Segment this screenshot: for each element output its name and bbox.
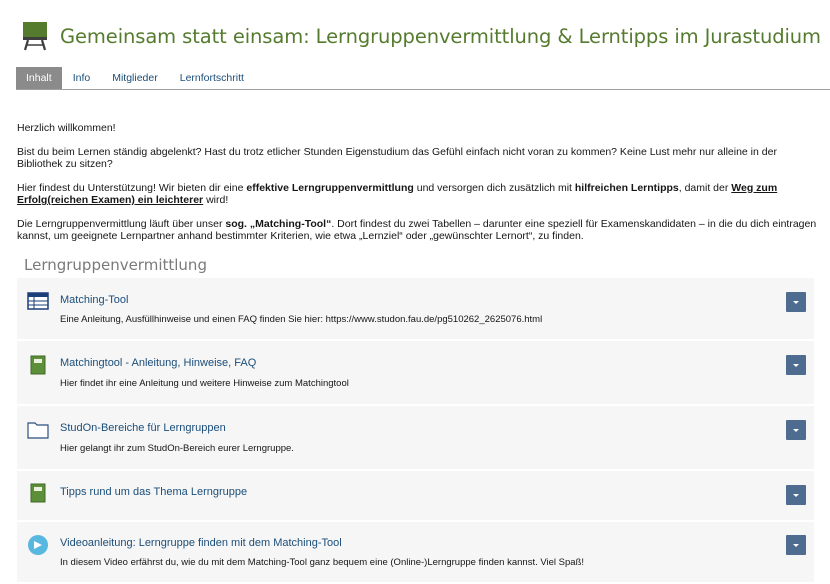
- item-description: Eine Anleitung, Ausfüllhinweise und einen FAQ finden Sie hier: https://www.studon.fau.de/pg510262_2625076.html: [60, 314, 543, 325]
- text-span: wird!: [203, 194, 229, 206]
- chevron-down-icon: [793, 494, 799, 497]
- data-table-icon: [27, 291, 49, 311]
- page-title: Gemeinsam statt einsam: Lerngruppenvermittlung & Lerntipps im Jurastudium: [60, 24, 821, 48]
- bold-text: hilfreichen Lerntipps: [574, 181, 679, 194]
- welcome-text: Herzlich willkommen!: [17, 122, 116, 134]
- text-span: und versorgen dich zusätzlich mit: [413, 181, 575, 194]
- tab-info[interactable]: Info: [72, 72, 91, 84]
- group-board-icon: [22, 21, 48, 51]
- list-item: [17, 522, 814, 584]
- actions-dropdown-button[interactable]: [786, 485, 806, 505]
- intro-text: [17, 122, 817, 254]
- intro-paragraph-support: [17, 182, 817, 207]
- item-description: In diesem Video erfährst du, wie du mit dem Matching-Tool ganz bequem eine (Online-)Lerngruppe finden kannst. Viel Spaß!: [60, 557, 585, 568]
- list-item: [17, 341, 814, 406]
- tab-lernfortschritt[interactable]: Lernfortschritt: [179, 72, 244, 84]
- section-title: Lerngruppenvermittlung: [24, 256, 207, 274]
- intro-paragraph-matching: [17, 218, 817, 243]
- item-title[interactable]: Videoanleitung: Lerngruppe finden mit dem Matching-Tool: [60, 537, 342, 549]
- text-span: Hier findest du Unterstützung! Wir bieten dir eine: [17, 181, 247, 194]
- video-icon: [27, 535, 49, 555]
- item-list: [17, 278, 814, 584]
- list-item: [17, 471, 814, 522]
- item-description: Hier findet ihr eine Anleitung und weitere Hinweise zum Matchingtool: [60, 378, 349, 389]
- page-header: [22, 18, 821, 54]
- text-span: , damit der: [678, 181, 732, 194]
- actions-dropdown-button[interactable]: [786, 420, 806, 440]
- item-title[interactable]: Matchingtool - Anleitung, Hinweise, FAQ: [60, 357, 257, 369]
- tab-bar: [16, 67, 830, 90]
- tab-inhalt[interactable]: Inhalt: [16, 67, 62, 89]
- item-title[interactable]: Tipps rund um das Thema Lerngruppe: [60, 486, 248, 498]
- success-link[interactable]: Weg zum Erfolg(reichen Examen) ein leichterer: [17, 181, 778, 206]
- list-item: [17, 406, 814, 471]
- bold-text: effektive Lerngruppenvermittlung: [246, 181, 414, 194]
- text-span: . Dort findest du zwei Tabellen – darunter eine speziell für Examenskandidaten – in die du dich eintragen kannst, um geeignete Lernpartner anhand bestimmter Kriterien, wie etwa „Lernziel“ oder „gewünschter Lernort“, zu finden.: [17, 217, 817, 242]
- item-title[interactable]: StudOn-Bereiche für Lerngruppen: [60, 422, 226, 434]
- book-icon: [27, 355, 49, 375]
- intro-paragraph-questions: Bist du beim Lernen ständig abgelenkt? Hast du trotz etlicher Stunden Eigenstudium das Gefühl einfach nicht voran zu kommen? Keine Lust mehr nur alleine in der Bibliothek zu sitzen?: [17, 145, 777, 170]
- actions-dropdown-button[interactable]: [786, 355, 806, 375]
- folder-icon: [27, 420, 49, 440]
- chevron-down-icon: [793, 544, 799, 547]
- item-title[interactable]: Matching-Tool: [60, 294, 129, 306]
- actions-dropdown-button[interactable]: [786, 292, 806, 312]
- book-icon: [27, 483, 49, 503]
- text-span: Die Lerngruppenvermittlung läuft über unser: [17, 217, 226, 230]
- list-item: [17, 278, 814, 341]
- chevron-down-icon: [793, 429, 799, 432]
- tab-mitglieder[interactable]: Mitglieder: [112, 72, 158, 84]
- chevron-down-icon: [793, 364, 799, 367]
- item-description: Hier gelangt ihr zum StudOn-Bereich eurer Lerngruppe.: [60, 443, 294, 454]
- actions-dropdown-button[interactable]: [786, 535, 806, 555]
- bold-text: sog. „Matching-Tool“: [225, 217, 332, 230]
- chevron-down-icon: [793, 301, 799, 304]
